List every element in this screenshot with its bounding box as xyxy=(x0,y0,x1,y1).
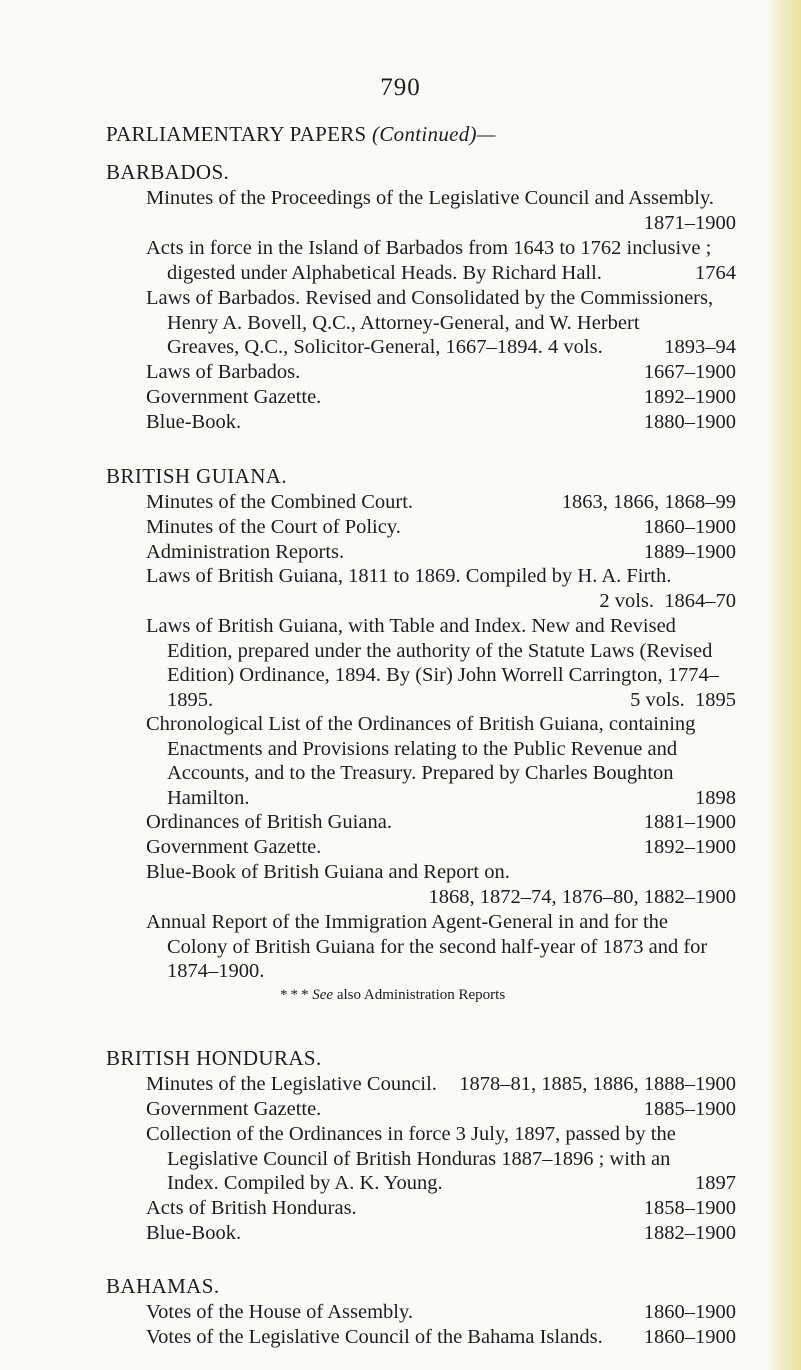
entry-guiana-administration: Administration Reports. 1889–1900 xyxy=(146,541,736,563)
entry-bahamas-council-votes: Votes of the Legislative Council of the Bahama Islands. 1860–1900 xyxy=(146,1326,736,1348)
entry-barbados-bluebook: Blue-Book. 1880–1900 xyxy=(146,411,736,433)
entry-honduras-bluebook: Blue-Book. 1882–1900 xyxy=(146,1222,736,1244)
entry-guiana-laws-firth: Laws of British Guiana, 1811 to 1869. Compiled by H. A. Firth. 2 vols. 1864–70 xyxy=(146,565,736,612)
section-header xyxy=(106,122,496,147)
entry-guiana-ordinances: Ordinances of British Guiana. 1881–1900 xyxy=(146,811,736,833)
entry-guiana-gazette: Government Gazette. 1892–1900 xyxy=(146,836,736,858)
heading-british-honduras: BRITISH HONDURAS. xyxy=(106,1046,322,1070)
entry-barbados-gazette: Government Gazette. 1892–1900 xyxy=(146,386,736,408)
entry-guiana-court-of-policy: Minutes of the Court of Policy. 1860–1900 xyxy=(146,516,736,538)
heading-british-guiana: BRITISH GUIANA. xyxy=(106,464,287,488)
entry-barbados-acts: Acts in force in the Island of Barbados from 1643 to 1762 inclusive ; digested under Alphabetical Heads. By Richard Hall. 1764 xyxy=(146,237,736,284)
entry-guiana-combined-court: Minutes of the Combined Court. 1863, 1866, 1868–99 xyxy=(146,491,736,513)
entry-barbados-minutes: Minutes of the Proceedings of the Legislative Council and Assembly. 1871–1900 xyxy=(146,187,736,234)
entry-bahamas-house-votes: Votes of the House of Assembly. 1860–1900 xyxy=(146,1301,736,1323)
entry-honduras-ordinances: Collection of the Ordinances in force 3 July, 1897, passed by the Legislative Council of British Honduras 1887–1896 ; with an Index. Compiled by A. K. Young. 1897 xyxy=(146,1123,736,1194)
entry-honduras-minutes: Minutes of the Legislative Council. 1878–81, 1885, 1886, 1888–1900 xyxy=(146,1073,736,1095)
entry-barbados-laws: Laws of Barbados. 1667–1900 xyxy=(146,361,736,383)
heading-bahamas: BAHAMAS. xyxy=(106,1274,220,1298)
entry-guiana-chronological-list: Chronological List of the Ordinances of British Guiana, containing Enactments and Provisions relating to the Public Revenue and Accounts, and to the Treasury. Prepared by Charles Boughton Hamilton. 1898 xyxy=(146,713,736,809)
see-also-note: * * * See also Administration Reports xyxy=(280,987,506,1003)
entry-guiana-immigration-report: Annual Report of the Immigration Agent-General in and for the Colony of British Guiana for the second half-year of 1873 and for 1874–1900. xyxy=(146,911,708,982)
heading-barbados: BARBADOS. xyxy=(106,160,230,184)
header-continued: (Continued)— xyxy=(372,122,496,146)
entry-guiana-laws-revised: Laws of British Guiana, with Table and Index. New and Revised Edition, prepared under the authority of the Statute Laws (Revised Edition) Ordinance, 1894. By (Sir) John Worrell Carrington, 1774– 1895. 5 vols. 1895 xyxy=(146,615,736,711)
entry-barbados-laws-revised: Laws of Barbados. Revised and Consolidated by the Commissioners, Henry A. Bovell, Q.C., Attorney-General, and W. Herbert Greaves, Q.C., Solicitor-General, 1667–1894. 4 vols. 1893–94 xyxy=(146,287,736,358)
entry-honduras-gazette: Government Gazette. 1885–1900 xyxy=(146,1098,736,1120)
entry-guiana-bluebook: Blue-Book of British Guiana and Report on. 1868, 1872–74, 1876–80, 1882–1900 xyxy=(146,861,736,908)
header-title: PARLIAMENTARY PAPERS xyxy=(106,122,367,146)
page-number: 790 xyxy=(380,74,421,101)
entry-honduras-acts: Acts of British Honduras. 1858–1900 xyxy=(146,1197,736,1219)
